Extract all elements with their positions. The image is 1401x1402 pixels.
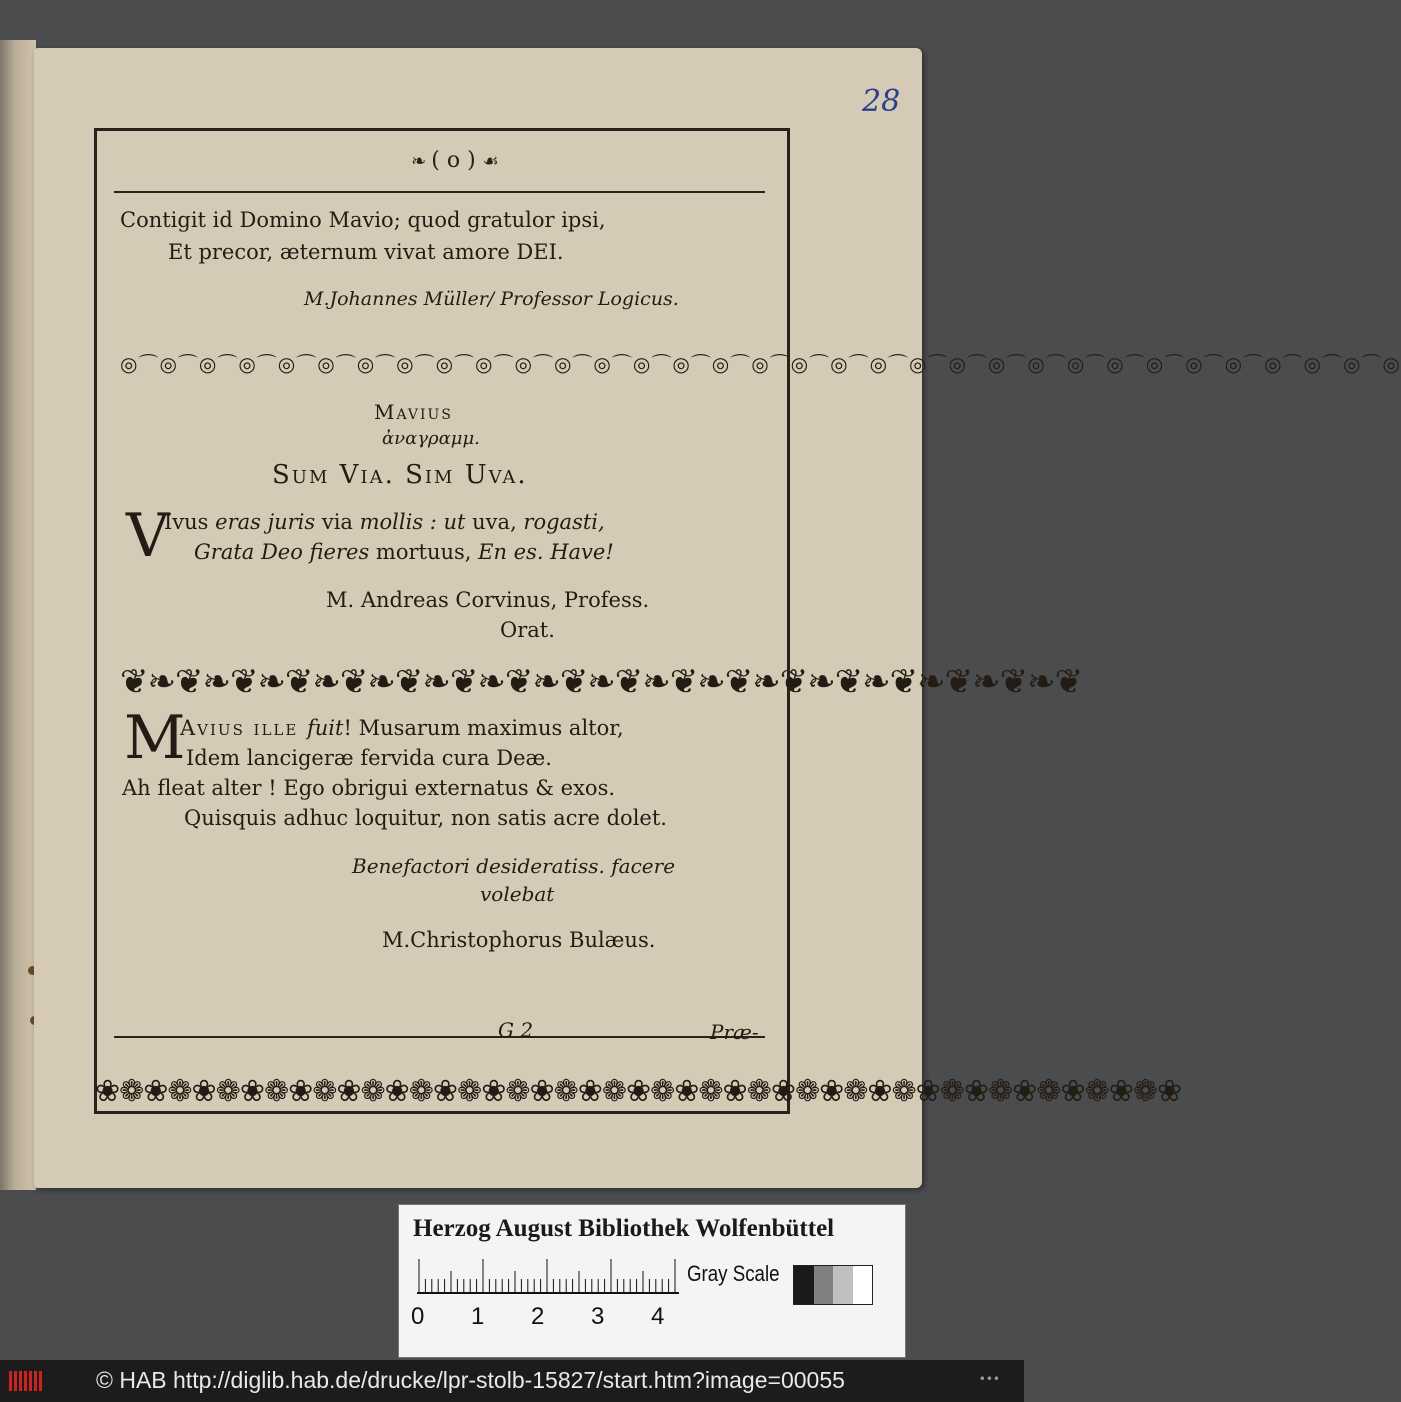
poem2-line3: Ah fleat alter ! Ego obrigui externatus & exos.	[122, 776, 616, 800]
ornament-band-1: ◎⌒◎⌒◎⌒◎⌒◎⌒◎⌒◎⌒◎⌒◎⌒◎⌒◎⌒◎⌒◎⌒◎⌒◎⌒◎⌒◎⌒◎⌒◎⌒◎⌒◎⌒◎⌒◎⌒◎⌒◎⌒◎⌒◎⌒◎⌒◎⌒◎⌒◎⌒◎⌒◎	[120, 352, 1401, 376]
page-inner-rules	[114, 191, 1401, 1038]
hab-logo-icon	[8, 1368, 46, 1394]
gray-swatch	[793, 1265, 873, 1305]
anagram-line1: Ivus eras juris via mollis : ut uva, rogasti,	[164, 510, 605, 534]
page-border-frame	[94, 128, 1401, 1114]
ruler-number: 3	[591, 1303, 605, 1330]
gray-scale-label: Gray Scale	[687, 1261, 780, 1286]
poem1-line1: Contigit id Domino Mavio; quod gratulor ipsi,	[120, 208, 606, 232]
page-header	[374, 148, 534, 173]
library-title: Herzog August Bibliothek Wolfenbüttel	[413, 1215, 835, 1242]
viewer-footer	[0, 1360, 1024, 1402]
swatch-dark-gray	[814, 1266, 834, 1304]
ruler-scale	[417, 1259, 679, 1293]
anagram-signature-line1: M. Andreas Corvinus, Profess.	[326, 588, 650, 612]
poem2-line4: Quisquis adhuc loquitur, non satis acre dolet.	[184, 806, 667, 830]
source-url-link[interactable]: © HAB http://diglib.hab.de/drucke/lpr-stolb-15827/start.htm?image=00055	[96, 1367, 845, 1393]
poem1-line2: Et precor, æternum vivat amore DEI.	[168, 240, 564, 264]
catchword: Præ-	[710, 1020, 759, 1044]
signature-mark: G 2	[498, 1018, 534, 1042]
ornament-band-2: ❦❧❦❧❦❧❦❧❦❧❦❧❦❧❦❧❦❧❦❧❦❧❦❧❦❧❦❧❦❧❦❧❦❧❦	[120, 662, 1083, 702]
ruler-numbers	[411, 1303, 711, 1331]
poem2-dedication-line1: Benefactori desideratiss. facere	[352, 854, 676, 878]
ornament-band-3: ❀❁❀❁❀❁❀❁❀❁❀❁❀❁❀❁❀❁❀❁❀❁❀❁❀❁❀❁❀❁❀❁❀❁❀❁❀❁❀❁❀❁❀❁❀	[95, 1074, 1182, 1109]
fleuron-left-icon: ❧	[411, 151, 425, 172]
anagram-line2: Grata Deo fieres mortuus, En es. Have!	[194, 540, 614, 564]
ruler-number: 2	[531, 1303, 545, 1330]
anagram-greek: ἀναγραμμ.	[382, 428, 480, 449]
drop-cap-m: M	[124, 703, 186, 773]
more-icon[interactable]: •••	[978, 1372, 1000, 1386]
poem2-signature: M.Christophorus Bulæus.	[382, 928, 656, 952]
poem1-signature: M.Johannes Müller/ Professor Logicus.	[304, 288, 679, 310]
anagram-result: Sum Via. Sim Uva.	[272, 460, 528, 490]
scale-card	[398, 1204, 906, 1358]
drop-cap-v: V	[126, 501, 170, 571]
fleuron-right-icon: ☙	[482, 151, 497, 172]
poem2-line1: Avius ille fuit! Musarum maximus altor,	[180, 716, 624, 740]
page-mark: ( o )	[431, 148, 476, 173]
anagram-signature-line2: Orat.	[500, 618, 555, 642]
swatch-light-gray	[833, 1266, 853, 1304]
poem2-dedication-line2: volebat	[480, 882, 555, 906]
handwritten-folio-number: 28	[862, 84, 901, 119]
book-page	[34, 48, 1401, 1188]
ruler-number: 4	[651, 1303, 665, 1330]
anagram-name: Mavius	[374, 400, 453, 424]
ruler-number: 0	[411, 1303, 425, 1330]
poem2-line2: Idem lancigeræ fervida cura Deæ.	[186, 746, 552, 770]
ruler-number: 1	[471, 1303, 485, 1330]
swatch-white	[853, 1266, 873, 1304]
swatch-black	[794, 1266, 814, 1304]
